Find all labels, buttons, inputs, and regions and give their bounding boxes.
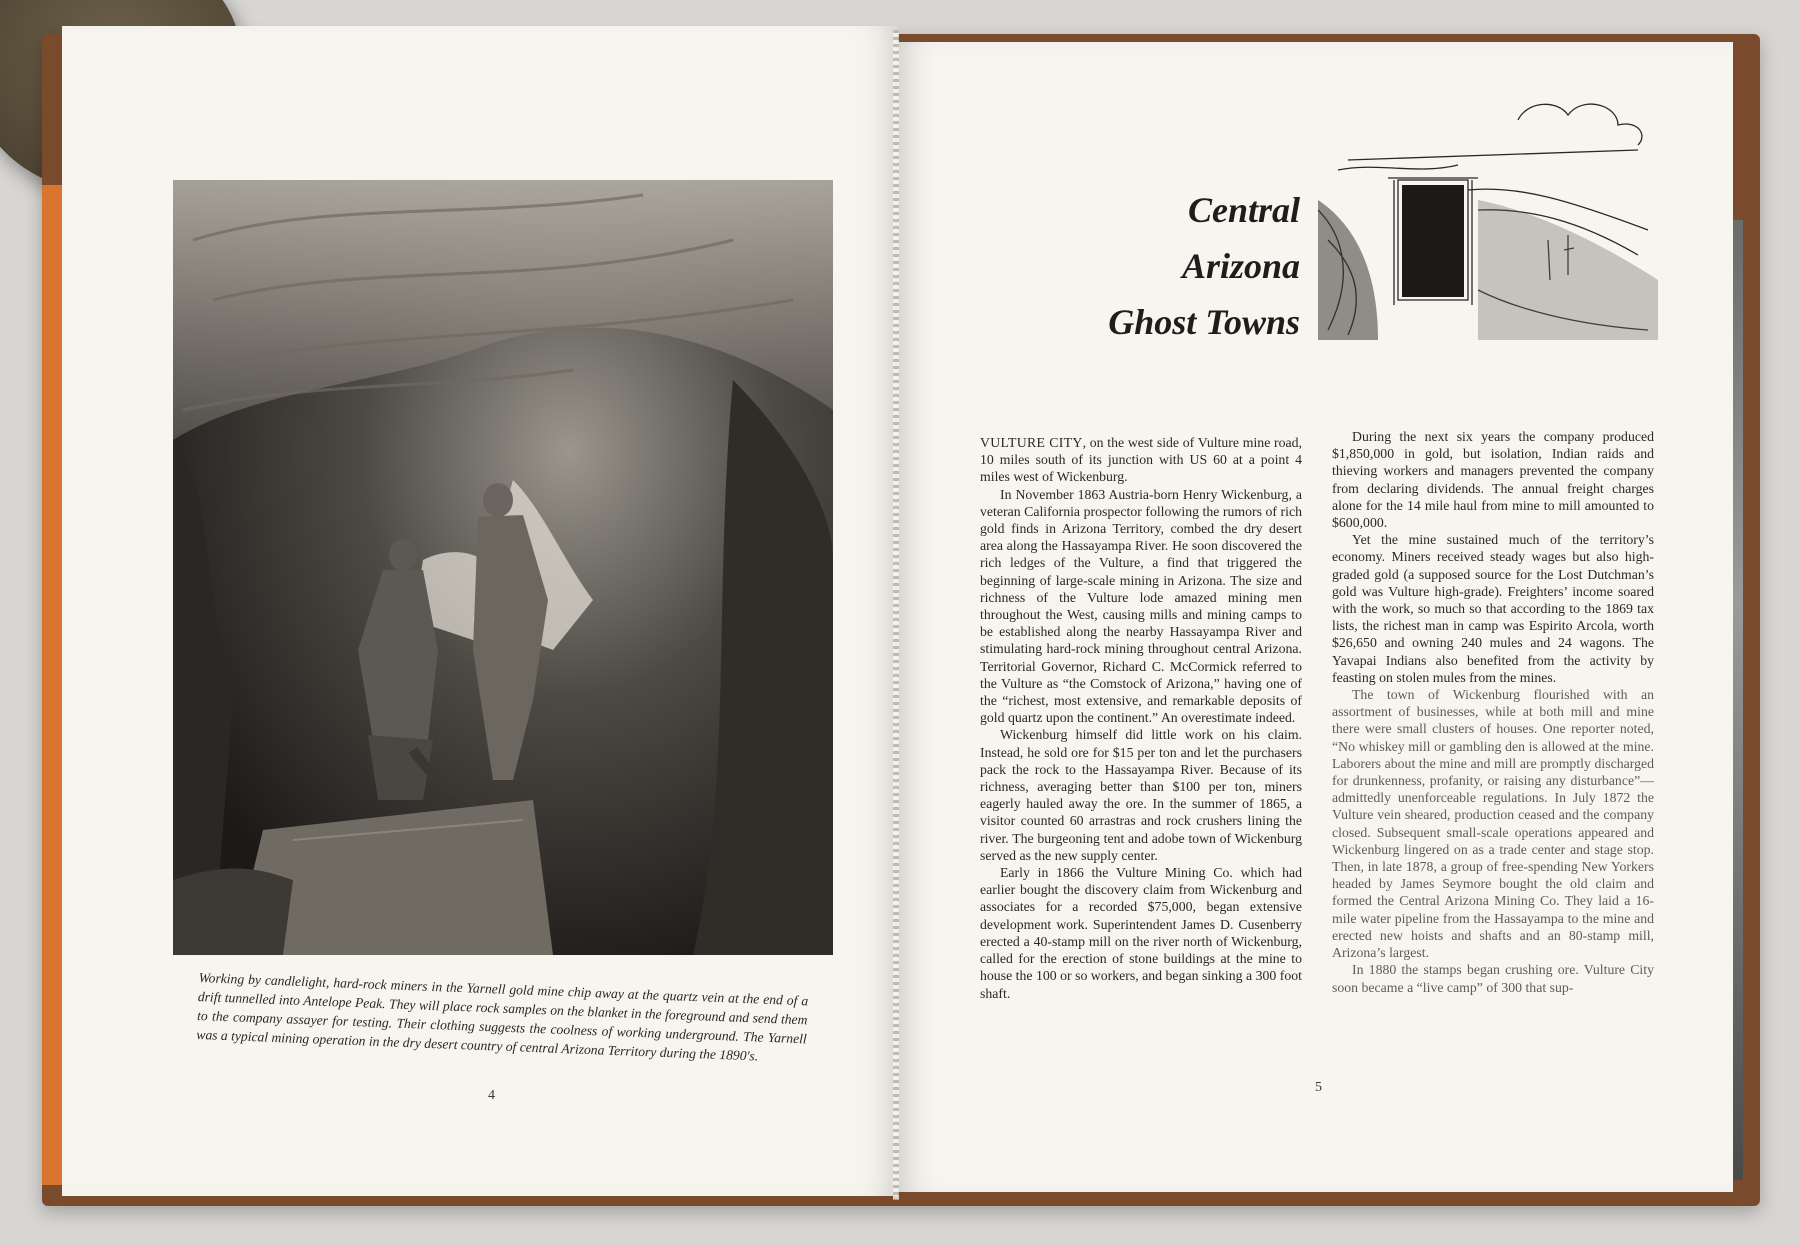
photo-caption: Working by candlelight, hard-rock miners in the Yarnell gold mine chip away at the quartz vein at the end of a drift tunnelled into Antelope Peak. They will place rock samples on the blanket in the foreground and send them to the company assayer for testing. Their clothing suggests the coolness of working underground. The Yarnell was a typical mining operation in the dry desert country of central Arizona Territory during the 1890's. — [196, 969, 809, 1064]
text-column-1 — [980, 434, 1302, 1002]
mine-tunnel-photo — [173, 180, 833, 955]
page-edge-strip — [1733, 220, 1743, 1180]
page-number-left: 4 — [488, 1088, 495, 1103]
paragraph: VULTURE CITY, on the west side of Vulture mine road, 10 miles south of its junction with US 60 at a point 4 miles west of Wickenburg. — [980, 435, 1302, 485]
paragraph: In November 1863 Austria-born Henry Wickenburg, a veteran California prospector following the rumors of rich gold finds in Arizona Territory, combed the dry desert area along the Hassayampa River. He soon discovered the rich ledges of the Vulture, a find that triggered the beginning of large-scale mining in Arizona. The size and richness of the Vulture lode amazed mining men throughout the West, causing mills and mining camps to be established along the nearby Hassayampa River and stimulating hard-rock mining throughout central Arizona. Territorial Governor, Richard C. McCormick referred to the Vulture as “the Comstock of Arizona,” having one of the “richest, most extensive, and remarkable deposits of gold quartz upon the continent.” An overestimate indeed. — [980, 486, 1302, 726]
paragraph: During the next six years the company produced $1,850,000 in gold, but isolation, Indian raids and thieving workers and managers prevented the company from declaring dividends. The annual freight charges alone for the 14 mile haul from mine to mill amounted to $600,000. — [1332, 429, 1654, 531]
paragraph: The town of Wickenburg flourished with an assortment of businesses, while at both mill and mine there were small clusters of houses. One reporter noted, “No whiskey mill or gambling den is allowed at the mine. Laborers about the mine and mill are promptly discharged for drunkenness, profanity, or raising any disturbance”—admittedly unenforceable regulations. In July 1872 the Vulture vein sheared, production ceased and the company closed. Subsequent small-scale operations appeared and Wickenburg lingered on as a trade center and stage stop. Then, in late 1878, a group of free-spending New Yorkers headed by James Seymore bought the old claim and formed the Central Arizona Mining Co. They laid a 16-mile water pipeline from the Hassayampa to the mine and erected new hoists and shafts and an 80-stamp mill, Arizona’s largest. — [1332, 687, 1654, 961]
paragraph: In 1880 the stamps began crushing ore. Vulture City soon became a “live camp” of 300 that sup- — [1332, 962, 1654, 995]
page-number-right: 5 — [1315, 1080, 1322, 1095]
title-line-1: Central — [1187, 190, 1300, 230]
chapter-title — [1068, 182, 1300, 350]
mine-entrance-sketch — [1318, 90, 1658, 340]
paragraph: Wickenburg himself did little work on his claim. Instead, he sold ore for $15 per ton and let the purchasers pack the rock to the Hassayampa River. Because of its richness, averaging better than $100 per ton, miners eagerly hauled away the ore. In the summer of 1865, a visitor counted 60 arrastras and rock crushers lining the river. The burgeoning tent and adobe town of Wickenburg served as the new supply center. — [980, 727, 1302, 863]
text-column-2 — [1332, 428, 1654, 996]
title-line-2: Arizona — [1181, 246, 1300, 286]
paragraph: Yet the mine sustained much of the territory’s economy. Miners received steady wages but also high-graded gold (a supposed source for the Lost Dutchman’s gold was Vulture high-grade). Freighters’ income soared with the work, so much so that according to the 1869 tax lists, the richest man in camp was Espirito Arcola, worth $26,650 and owning 240 mules and 24 wagons. The Yavapai Indians also benefited from the activity by feasting on stolen mules from the mines. — [1332, 532, 1654, 685]
place-name: VULTURE CITY — [980, 435, 1083, 450]
paragraph: Early in 1866 the Vulture Mining Co. which had earlier bought the discovery claim from Wickenburg and associates for a recorded $75,000, began extensive development work. Superintendent James D. Cusenberry erected a 40-stamp mill on the river north of Wickenburg, called for the erection of stone buildings at the mine to house the 100 or so workers, and began sinking a 300 foot shaft. — [980, 865, 1302, 1001]
title-line-3: Ghost Towns — [1108, 302, 1300, 342]
book-gutter — [893, 30, 899, 1200]
